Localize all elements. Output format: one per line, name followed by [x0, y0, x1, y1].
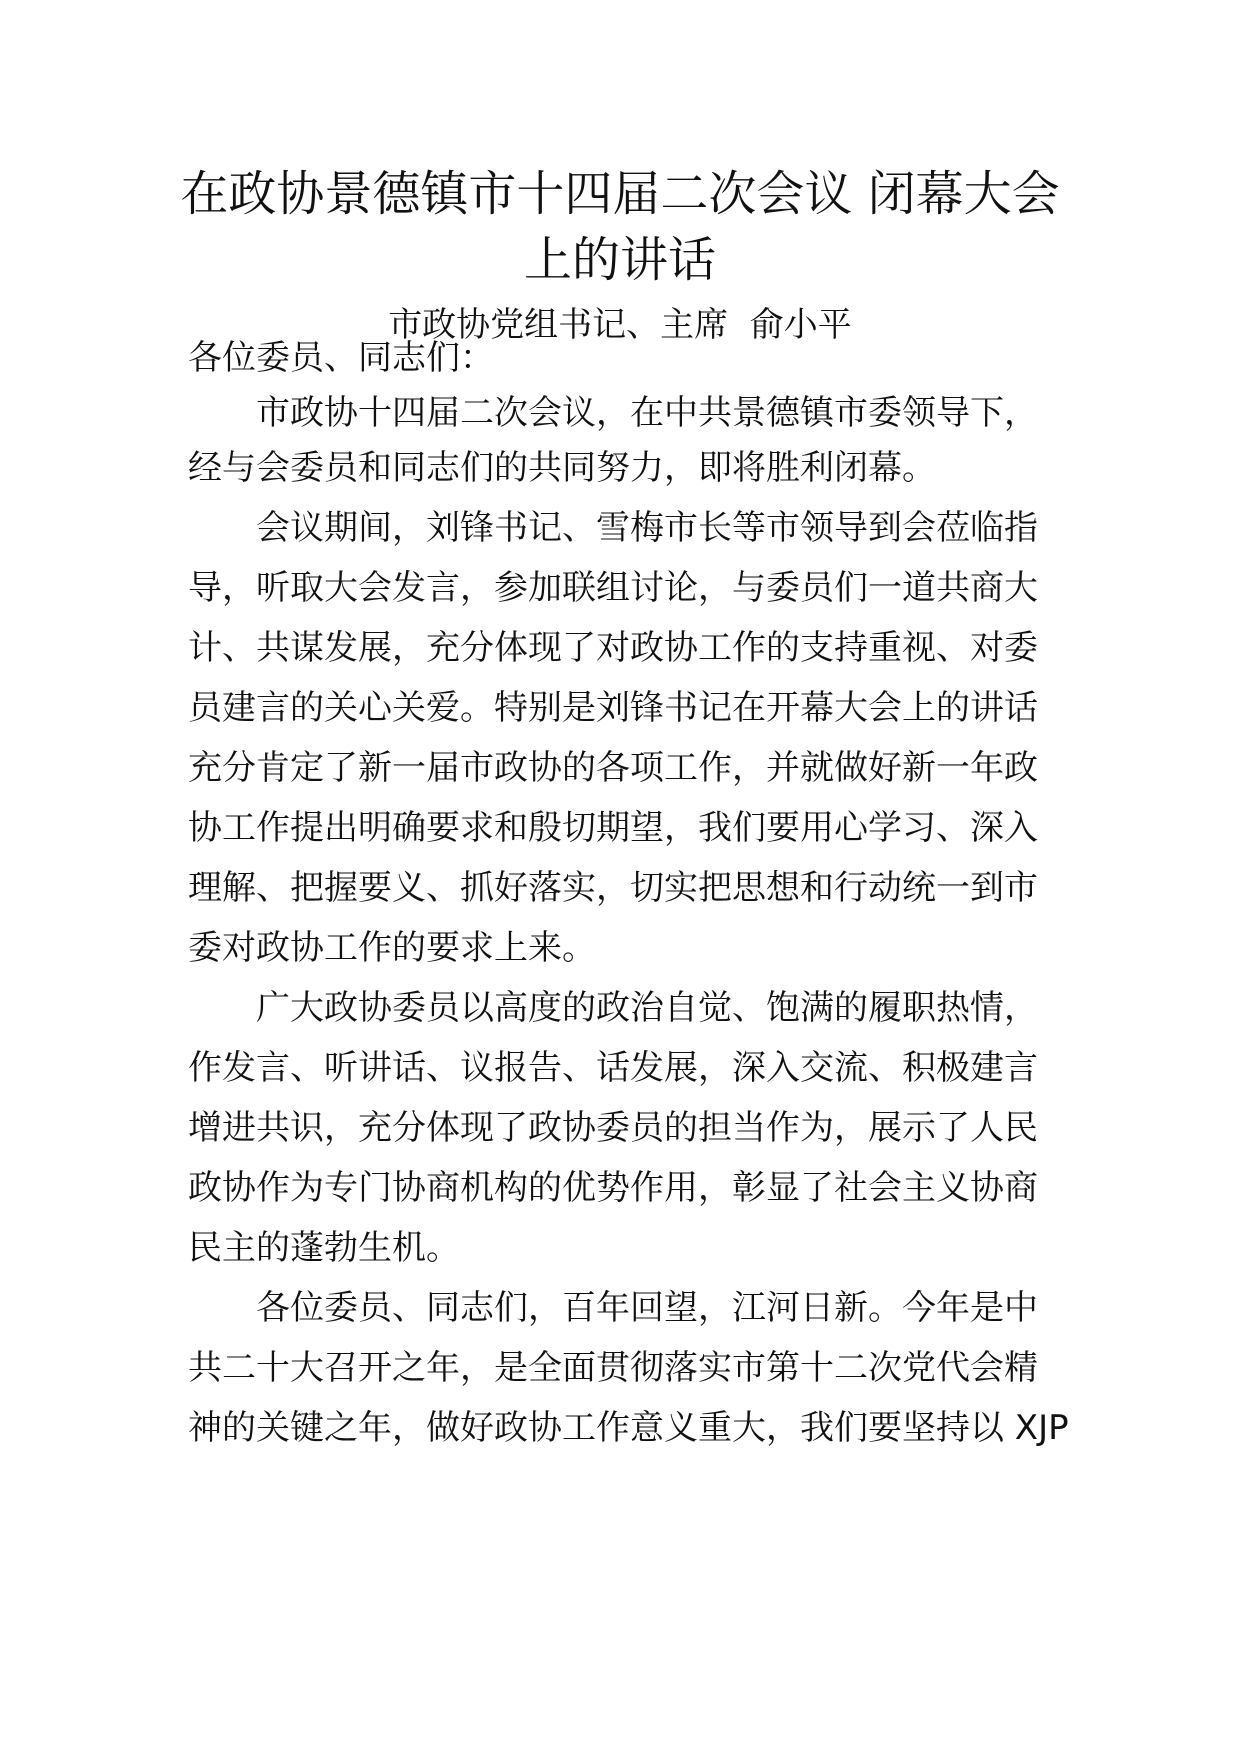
- body-line: 理解、把握要义、抓好落实，切实把思想和行动统一到市: [188, 868, 1038, 908]
- body-line: 委对政协工作的要求上来。: [188, 928, 596, 968]
- body-line: 充分肯定了新一届市政协的各项工作，并就做好新一年政: [188, 748, 1038, 788]
- body-line: 导，听取大会发言，参加联组讨论，与委员们一道共商大: [188, 568, 1038, 608]
- body-line: 员建言的关心关爱。特别是刘锋书记在开幕大会上的讲话: [188, 688, 1038, 728]
- document-title-line-2: 上的讲话: [523, 232, 716, 288]
- body-line: 市政协十四届二次会议，在中共景德镇市委领导下，: [256, 393, 1038, 433]
- body-line: 政协作为专门协商机构的优势作用，彰显了社会主义协商: [188, 1168, 1038, 1208]
- body-line: 协工作提出明确要求和殷切期望，我们要用心学习、深入: [188, 808, 1038, 848]
- body-line: 民主的蓬勃生机。: [188, 1228, 460, 1268]
- body-line: 经与会委员和同志们的共同努力，即将胜利闭幕。: [188, 448, 936, 488]
- body-line: 神的关键之年，做好政协工作意义重大，我们要坚持以 XJP: [188, 1408, 1069, 1448]
- body-line: 共二十大召开之年，是全面贯彻落实市第十二次党代会精: [188, 1348, 1038, 1388]
- author-byline: 市政协党组书记、主席 俞小平: [388, 305, 852, 345]
- document-title-line-1: 在政协景德镇市十四届二次会议 闭幕大会: [180, 166, 1060, 222]
- body-line: 各位委员、同志们，百年回望，江河日新。今年是中: [256, 1288, 1038, 1328]
- body-line: 会议期间，刘锋书记、雪梅市长等市领导到会莅临指: [256, 508, 1038, 548]
- body-line: 广大政协委员以高度的政治自觉、饱满的履职热情，: [256, 988, 1038, 1028]
- body-line: 增进共识，充分体现了政协委员的担当作为，展示了人民: [188, 1108, 1038, 1148]
- salutation: 各位委员、同志们：: [188, 338, 494, 378]
- body-line: 计、共谋发展，充分体现了对政协工作的支持重视、对委: [188, 628, 1038, 668]
- body-line: 作发言、听讲话、议报告、话发展，深入交流、积极建言: [188, 1048, 1038, 1088]
